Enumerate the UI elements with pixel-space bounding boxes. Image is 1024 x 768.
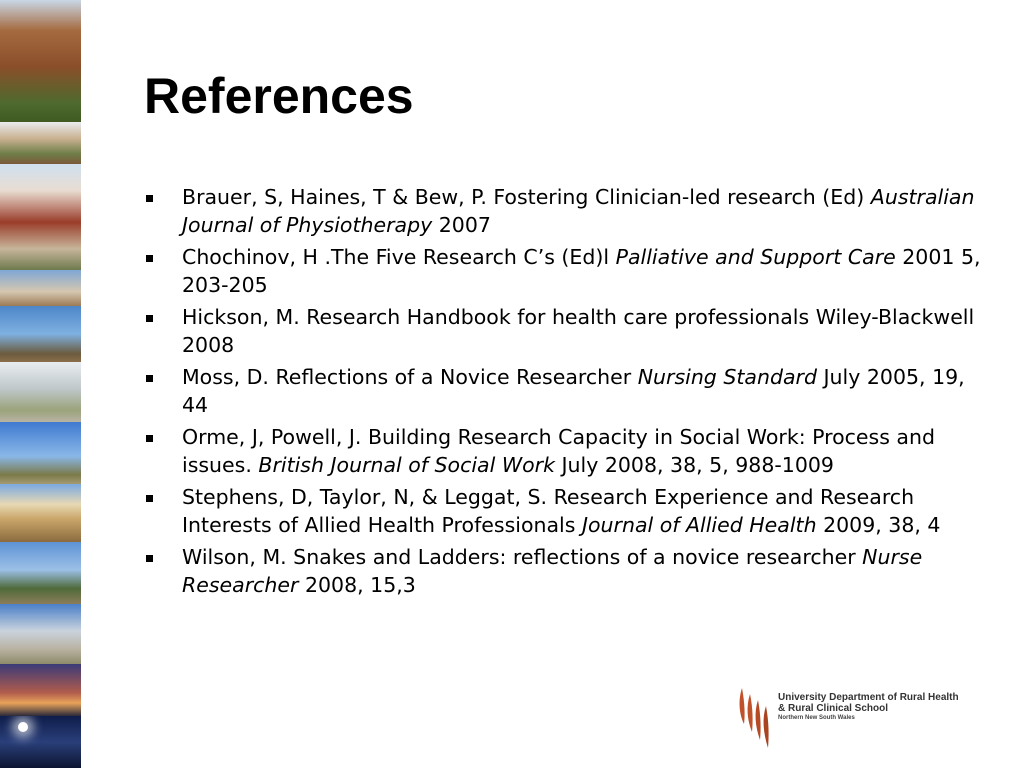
reference-details: 2007 — [432, 212, 491, 237]
sunset-photo — [0, 664, 81, 716]
night-riders-photo — [0, 716, 81, 768]
logo-line-3: Northern New South Wales — [778, 715, 855, 721]
building-photo — [0, 164, 81, 270]
reference-text: Moss, D. Reflections of a Novice Researcher — [182, 365, 638, 389]
references-list — [144, 184, 984, 604]
sign-photo — [0, 270, 81, 306]
moon-icon — [18, 722, 28, 732]
logo-line-2: & Rural Clinical School — [778, 703, 889, 714]
reference-text: Orme, J, Powell, J. Building Research Capacity in Social Work: Process and issues. — [182, 425, 935, 477]
reference-journal: Australian Journal of Physiotherapy — [182, 185, 975, 237]
reference-item — [144, 424, 984, 479]
reference-journal: Nurse Researcher — [182, 545, 923, 597]
logo-text — [778, 692, 959, 723]
logo-line-1: University Department of Rural Health — [778, 692, 959, 703]
reference-item — [144, 304, 984, 359]
reference-text: Hickson, M. Research Handbook for health care professionals Wiley-Blackwell 2008 — [182, 305, 975, 357]
reference-journal: British Journal of Social Work — [258, 452, 555, 477]
reference-journal: Journal of Allied Health — [581, 512, 817, 537]
reference-details: 2009, 38, 4 — [816, 512, 941, 537]
page-title: References — [144, 68, 414, 124]
reference-item — [144, 544, 984, 599]
field-photo — [0, 422, 81, 484]
road-photo — [0, 362, 81, 422]
reference-text: Wilson, M. Snakes and Ladders: reflections of a novice researcher — [182, 545, 863, 569]
reference-details: July 2005, 19, 44 — [182, 365, 965, 417]
dune-photo — [0, 604, 81, 664]
reference-item — [144, 184, 984, 239]
reference-journal: Palliative and Support Care — [615, 245, 896, 269]
reference-item — [144, 484, 984, 539]
park-photo — [0, 542, 81, 604]
university-logo — [736, 686, 976, 752]
reference-text: Brauer, S, Haines, T & Bew, P. Fostering Clinician-led research (Ed) — [182, 185, 871, 209]
reference-item — [144, 364, 984, 419]
tree-photo — [0, 306, 81, 362]
reference-text: Chochinov, H .The Five Research C’s (Ed)l — [182, 245, 616, 269]
rock-formation-photo — [0, 0, 81, 122]
flame-logo-icon — [736, 686, 776, 752]
reference-details: 2008, 15,3 — [298, 572, 416, 597]
reference-text: Stephens, D, Taylor, N, & Leggat, S. Research Experience and Research Interests of Allied Health Professionals — [182, 485, 915, 537]
photo-strip — [0, 0, 81, 768]
reference-item — [144, 244, 984, 299]
reference-details: July 2008, 38, 5, 988-1009 — [554, 452, 834, 477]
arcade-photo — [0, 484, 81, 542]
reference-journal: Nursing Standard — [637, 365, 817, 389]
reference-details: 2001 5, 203-205 — [182, 245, 981, 297]
street-photo — [0, 122, 81, 164]
